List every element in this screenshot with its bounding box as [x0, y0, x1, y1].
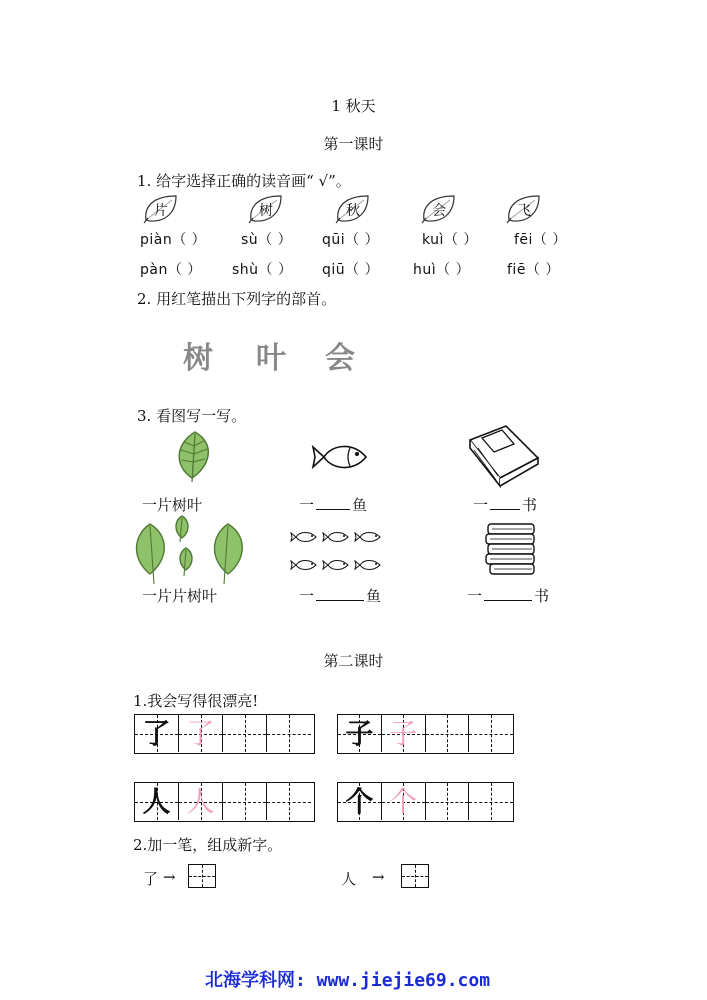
pinyin-option[interactable]: huì（ ）	[413, 262, 471, 278]
blank-cell[interactable]	[426, 783, 470, 820]
pinyin-option[interactable]: piàn（ ）	[140, 232, 207, 248]
leaf-char-2: 树	[247, 192, 285, 226]
pinyin-option[interactable]: kuì（ ）	[422, 232, 478, 248]
blank-cell[interactable]	[426, 715, 470, 752]
model-char: 了	[142, 717, 171, 750]
footer-watermark[interactable]: 北海学科网: www.jiejie69.com	[205, 970, 491, 991]
leaf-icon	[170, 430, 220, 485]
leaf-char-4: 会	[420, 192, 458, 226]
page-title: 1 秋天	[331, 97, 376, 115]
trace-char[interactable]: 子	[389, 717, 418, 750]
answer-box[interactable]	[188, 864, 216, 888]
caption-books-many: 一 书	[467, 587, 550, 605]
leaves-group-icon	[128, 510, 258, 585]
caption-leaf-single: 一片树叶	[142, 496, 203, 514]
add-stroke-item-2: 人	[341, 870, 357, 888]
question-2-prompt: 2. 用红笔描出下列字的部首。	[137, 290, 337, 308]
question-3-prompt: 3. 看图写一写。	[137, 407, 247, 425]
arrow-icon: →	[372, 868, 385, 886]
leaf-char-3: 秋	[334, 192, 372, 226]
caption-fish-many: 一 鱼	[299, 587, 382, 605]
fish-icon	[310, 440, 370, 474]
leaf-char-5: 飞	[505, 192, 543, 226]
writing-grid[interactable]	[337, 714, 514, 754]
pinyin-option[interactable]: shù（ ）	[232, 262, 293, 278]
trace-char[interactable]: 个	[389, 785, 418, 818]
pinyin-option[interactable]: qiū（ ）	[322, 262, 380, 278]
answer-blank[interactable]	[316, 508, 350, 510]
writing-grid[interactable]	[134, 714, 315, 754]
answer-box[interactable]	[401, 864, 429, 888]
book-stack-icon	[482, 518, 542, 578]
writing-grid[interactable]	[337, 782, 514, 822]
blank-cell[interactable]	[469, 715, 513, 752]
trace-char[interactable]: 了	[186, 717, 215, 750]
blank-cell[interactable]	[223, 783, 267, 820]
blank-cell[interactable]	[267, 715, 311, 752]
pinyin-option[interactable]: pàn（ ）	[140, 262, 202, 278]
add-stroke-prompt: 2.加一笔，组成新字。	[133, 836, 283, 854]
blank-cell[interactable]	[267, 783, 311, 820]
caption-fish-single: 一 鱼	[299, 496, 368, 514]
radical-char-3[interactable]: 会	[325, 341, 355, 376]
add-stroke-item-1: 了	[143, 870, 159, 888]
pinyin-option[interactable]: sù（ ）	[241, 232, 293, 248]
arrow-icon: →	[163, 868, 176, 886]
book-icon	[462, 422, 542, 490]
model-char: 人	[142, 785, 171, 818]
blank-cell[interactable]	[223, 715, 267, 752]
model-char: 个	[345, 785, 374, 818]
caption-book-single: 一 书	[473, 496, 538, 514]
pinyin-option[interactable]: fiē（ ）	[507, 262, 560, 278]
trace-char[interactable]: 人	[186, 785, 215, 818]
pinyin-option[interactable]: qūi（ ）	[322, 232, 380, 248]
answer-blank[interactable]	[484, 599, 532, 601]
caption-leaves-many: 一片片树叶	[142, 587, 218, 605]
leaf-char-1: 片	[142, 192, 180, 226]
radical-char-2[interactable]: 叶	[256, 341, 286, 376]
writing-grid[interactable]	[134, 782, 315, 822]
lesson-two-heading: 第二课时	[323, 652, 384, 670]
lesson-one-heading: 第一课时	[323, 135, 384, 153]
blank-cell[interactable]	[469, 783, 513, 820]
question-1-prompt: 1. 给字选择正确的读音画“ √”。	[137, 172, 351, 190]
writing-prompt: 1.我会写得很漂亮!	[133, 692, 259, 710]
pinyin-option[interactable]: fēi（ ）	[514, 232, 567, 248]
fish-group-icon	[288, 528, 384, 578]
answer-blank[interactable]	[490, 508, 520, 510]
answer-blank[interactable]	[316, 599, 364, 601]
radical-char-1[interactable]: 树	[183, 341, 213, 376]
model-char: 子	[345, 717, 374, 750]
